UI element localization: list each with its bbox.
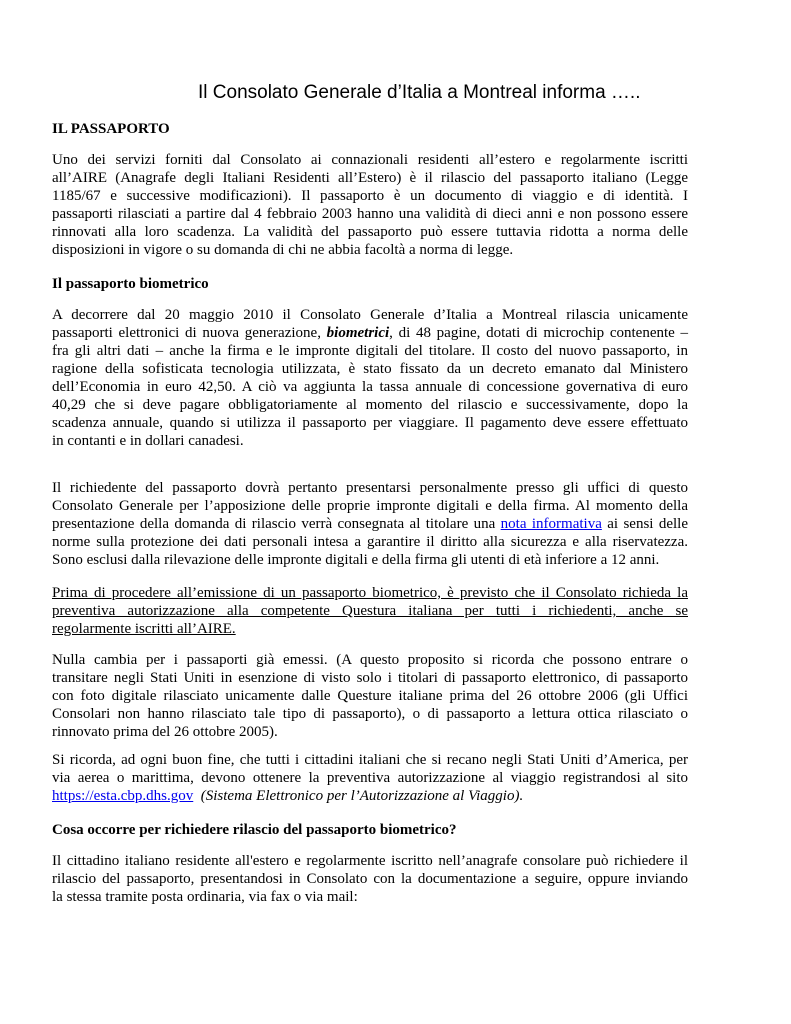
paragraph-intro <box>52 151 688 259</box>
text-line: rinnovati alla loro scadenza. La validità del passaporto può essere tuttavia ridotta a norma delle <box>52 224 688 240</box>
text-line: preventiva autorizzazione alla competente Questura italiana per tutti i richiedenti, anche se <box>52 603 688 619</box>
text-line: Il richiedente del passaporto dovrà pertanto presentarsi personalmente presso gli uffici di questo <box>52 480 688 496</box>
text-line: 1185/67 e successive modificazioni). Il passaporto è un documento di viaggio e di identità. I <box>52 188 688 204</box>
text-line: regolarmente iscritti all’AIRE. <box>52 621 236 637</box>
text-line: passaporti rilasciati a partire dal 4 febbraio 2003 hanno una validità di dieci anni e non possono essere <box>52 206 688 222</box>
text-line: transitare negli Stati Uniti in esenzione di visto solo i titolari di passaporto elettronico, di passaporto <box>52 670 688 686</box>
text-line: scadenza annuale, quando si utilizza il passaporto per viaggiare. Il pagamento deve essere effettuato <box>52 415 688 431</box>
text-line <box>52 515 688 533</box>
text-line: Consolato Generale per l’apposizione delle proprie impronte digitali e della firma. Al momento della <box>52 498 688 514</box>
text-line: Prima di procedere all’emissione di un passaporto biometrico, è previsto che il Consolato richieda la <box>52 585 688 601</box>
text-line: fra gli altri dati – anche la firma e le impronte digitali del titolare. Il costo del nuovo passaporto, in <box>52 343 688 359</box>
section-heading-cosa-occorre: Cosa occorre per richiedere rilascio del passaporto biometrico? <box>52 822 457 838</box>
paragraph-esta <box>52 751 688 805</box>
text-line: in contanti e in dollari canadesi. <box>52 433 244 449</box>
section-heading-passaporto: IL PASSAPORTO <box>52 121 170 137</box>
text-segment: presentazione della domanda di rilascio verrà consegnata al titolare una <box>52 516 501 532</box>
text-line: disposizioni in vigore o su domanda di chi ne abbia facoltà a norma di legge. <box>52 242 514 258</box>
esta-description: (Sistema Elettronico per l’Autorizzazione al Viaggio). <box>200 788 524 804</box>
paragraph-requisiti <box>52 852 688 906</box>
text-segment: passaporti elettronici di nuova generazione, <box>52 325 327 341</box>
text-line: 40,29 che si deve pagare obbligatoriamente al momento del rilascio e successivamente, dopo la <box>52 397 688 413</box>
text-segment: ai sensi delle <box>601 516 688 532</box>
paragraph-questura-underlined <box>52 584 688 638</box>
text-line: Si ricorda, ad ogni buon fine, che tutti i cittadini italiani che si recano negli Stati Uniti d’America, per <box>52 752 688 768</box>
text-line <box>52 787 688 805</box>
text-line: norme sulla protezione dei dati personali intesa a garantire il diritto alla sicurezza e alla riservatezza. <box>52 534 688 550</box>
text-line: Il cittadino italiano residente all'estero e regolarmente iscritto nell’anagrafe consolare può richiedere il <box>52 853 688 869</box>
esta-website-link[interactable]: https://esta.cbp.dhs.gov <box>52 788 194 804</box>
text-line: Nulla cambia per i passaporti già emessi. (A questo proposito si ricorda che possono entrare o <box>52 652 688 668</box>
text-line: con foto digitale rilasciato unicamente dalle Questure italiane prima del 26 ottobre 2006 (gli Uffici <box>52 688 688 704</box>
text-line: la stessa tramite posta ordinaria, via fax o via mail: <box>52 889 358 905</box>
text-line: all’AIRE (Anagrafe degli Italiani Residenti all’Estero) è il rilascio del passaporto italiano (Legge <box>52 170 688 186</box>
text-line: Sono esclusi dalla rilevazione delle impronte digitali e della firma gli utenti di età inferiore a 12 anni. <box>52 552 660 568</box>
text-line: rilascio del passaporto, presentandosi in Consolato con la documentazione a seguire, oppure inviando <box>52 871 688 887</box>
text-line: dell’Economia in euro 42,50. A ciò va aggiunta la tassa annuale di concessione governativa di euro <box>52 379 688 395</box>
paragraph-biometrico <box>52 306 688 450</box>
text-segment: , di 48 pagine, dotati di microchip contenente – <box>389 325 688 341</box>
nota-informativa-link[interactable]: nota informativa <box>500 516 602 532</box>
text-line: A decorrere dal 20 maggio 2010 il Consolato Generale d’Italia a Montreal rilascia unicamente <box>52 307 688 323</box>
emphasis-biometrici: biometrici <box>326 325 390 341</box>
text-segment <box>193 788 201 804</box>
text-line <box>52 324 688 342</box>
text-line: ragione della sofisticata tecnologia utilizzata, è stato fissato da un decreto emanato dal Ministero <box>52 361 688 377</box>
paragraph-passaporti-emessi <box>52 651 688 741</box>
paragraph-richiedente <box>52 479 688 569</box>
text-line: Uno dei servizi forniti dal Consolato ai connazionali residenti all’estero e regolarmente iscritti <box>52 152 688 168</box>
section-heading-biometrico: Il passaporto biometrico <box>52 276 209 292</box>
text-line: via aerea o marittima, devono ottenere la preventiva autorizzazione al viaggio registrandosi al sito <box>52 770 688 786</box>
text-line: rinnovato prima del 26 ottobre 2005). <box>52 724 278 740</box>
page-title: Il Consolato Generale d’Italia a Montreal informa ….. <box>198 82 641 103</box>
text-line: Consolari non hanno rilasciato tale tipo di passaporto), o di passaporto a lettura ottica rilasciato o <box>52 706 688 722</box>
